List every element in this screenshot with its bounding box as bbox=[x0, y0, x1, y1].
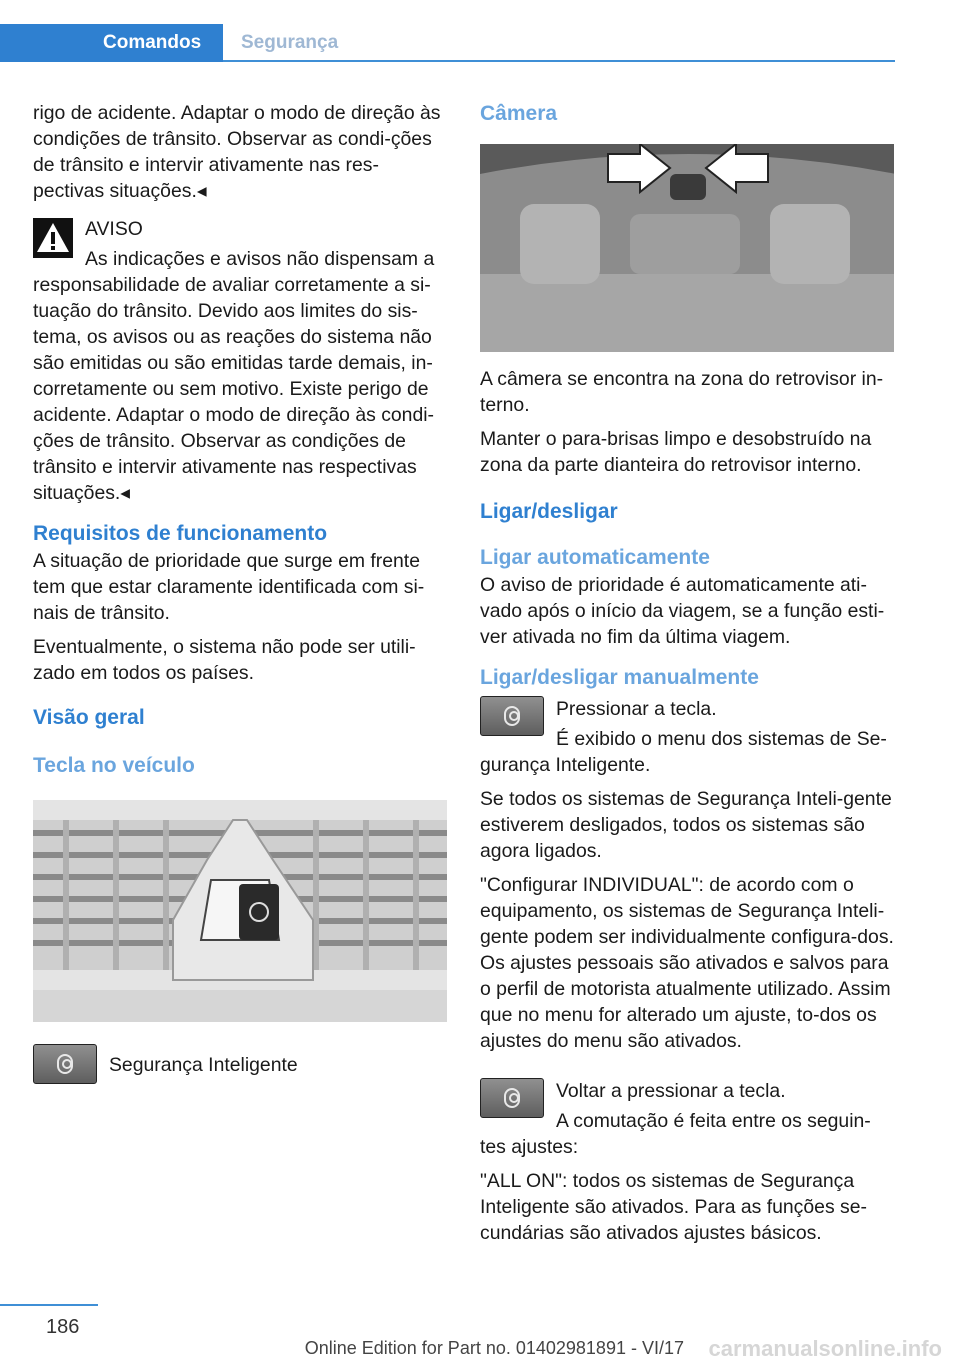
manual-press-text: Pressionar a tecla. bbox=[556, 698, 717, 720]
manual-press-row bbox=[480, 692, 896, 778]
camera-paragraph-2: Manter o para-brisas limpo e desobstruído na zona da parte dianteira do retrovisor interno. bbox=[480, 428, 872, 476]
manual-paragraph-1: Se todos os sistemas de Segurança Inteli-gente estiverem desligados, todos os sistemas são agora ligados. bbox=[480, 788, 892, 862]
manual-heading: Ligar/desligar manualmente bbox=[480, 666, 759, 689]
again-paragraph: "ALL ON": todos os sistemas de Segurança Inteligente são ativados. Para as funções se-cundárias são ativados ajustes básicos. bbox=[480, 1170, 867, 1244]
again-switch-text: A comutação é feita entre os seguin-tes ajustes: bbox=[480, 1110, 871, 1158]
camera-paragraph-1: A câmera se encontra na zona do retrovisor in-terno. bbox=[480, 368, 884, 416]
tab-comandos[interactable]: Comandos bbox=[0, 24, 223, 62]
footer-rule bbox=[0, 1304, 98, 1306]
intelligent-safety-button-icon-2 bbox=[480, 696, 544, 736]
warning-text: As indicações e avisos não dispensam a responsabilidade de avaliar corretamente a si-tuação do trânsito. Devido aos limites do sis-tema, os avisos ou as reações do sistema não são emitidas ou são emitidas tarde demais, in-corretamente ou sem motivo. Existe perigo de acidente. Adaptar o modo de direção às condi-ções de trânsito. Observar as condições de trânsito e intervir ativamente nas respectivas situações.◂ bbox=[33, 248, 435, 504]
right-column bbox=[480, 100, 896, 1254]
edition-text: Online Edition for Part no. 01402981891 - VI/17 bbox=[304, 1338, 684, 1358]
page-number: 186 bbox=[46, 1316, 80, 1338]
intelligent-safety-button-icon-3 bbox=[480, 1078, 544, 1118]
manual-menu-text: É exibido o menu dos sistemas de Se-gurança Inteligente. bbox=[480, 728, 887, 776]
requirements-paragraph-2: Eventualmente, o sistema não pode ser utili-zado em todos os países. bbox=[33, 636, 416, 684]
auto-heading: Ligar automaticamente bbox=[480, 546, 710, 569]
intelligent-safety-key-row bbox=[33, 1040, 447, 1104]
requirements-heading: Requisitos de funcionamento bbox=[33, 522, 328, 545]
auto-paragraph: O aviso de prioridade é automaticamente ati-vado após o início da viagem, se a função esti-ver ativada no fim da última viagem. bbox=[480, 574, 885, 648]
grille-photo bbox=[33, 800, 447, 1022]
intro-paragraph: rigo de acidente. Adaptar o modo de direção às condições de trânsito. Observar as condi-ções de trânsito e intervir ativamente nas res-pectivas situações.◂ bbox=[33, 102, 441, 202]
tab-seguranca[interactable]: Segurança bbox=[241, 32, 339, 53]
grille-illustration bbox=[33, 800, 447, 1022]
again-press-text: Voltar a pressionar a tecla. bbox=[556, 1080, 786, 1102]
watermark-text: carmanualsonline.info bbox=[708, 1336, 942, 1361]
warning-block bbox=[33, 216, 447, 506]
intelligent-safety-button-icon bbox=[33, 1044, 97, 1084]
intelligent-safety-label: Segurança Inteligente bbox=[109, 1054, 298, 1076]
left-column bbox=[33, 100, 447, 1104]
header-tabbar bbox=[0, 24, 895, 62]
camera-heading: Câmera bbox=[480, 102, 558, 125]
manual-paragraph-2: "Configurar INDIVIDUAL": de acordo com o equipamento, os sistemas de Segurança Inteli-gente podem ser individualmente configura-dos. Os ajustes pessoais são ativados e salvos para o perfil de motorista atualmente utilizado. Assim que no menu for alterado um ajuste, to-dos os ajustes do menu são ativados. bbox=[480, 874, 894, 1052]
warning-triangle-icon bbox=[33, 218, 73, 258]
onoff-heading: Ligar/desligar bbox=[480, 500, 618, 523]
key-heading: Tecla no veículo bbox=[33, 754, 195, 777]
warning-title: AVISO bbox=[85, 218, 143, 240]
overview-heading: Visão geral bbox=[33, 706, 145, 729]
camera-photo bbox=[480, 144, 894, 352]
requirements-paragraph-1: A situação de prioridade que surge em frente tem que estar claramente identificada com si-nais de trânsito. bbox=[33, 550, 425, 624]
again-press-row bbox=[480, 1074, 896, 1160]
camera-illustration bbox=[480, 144, 894, 352]
